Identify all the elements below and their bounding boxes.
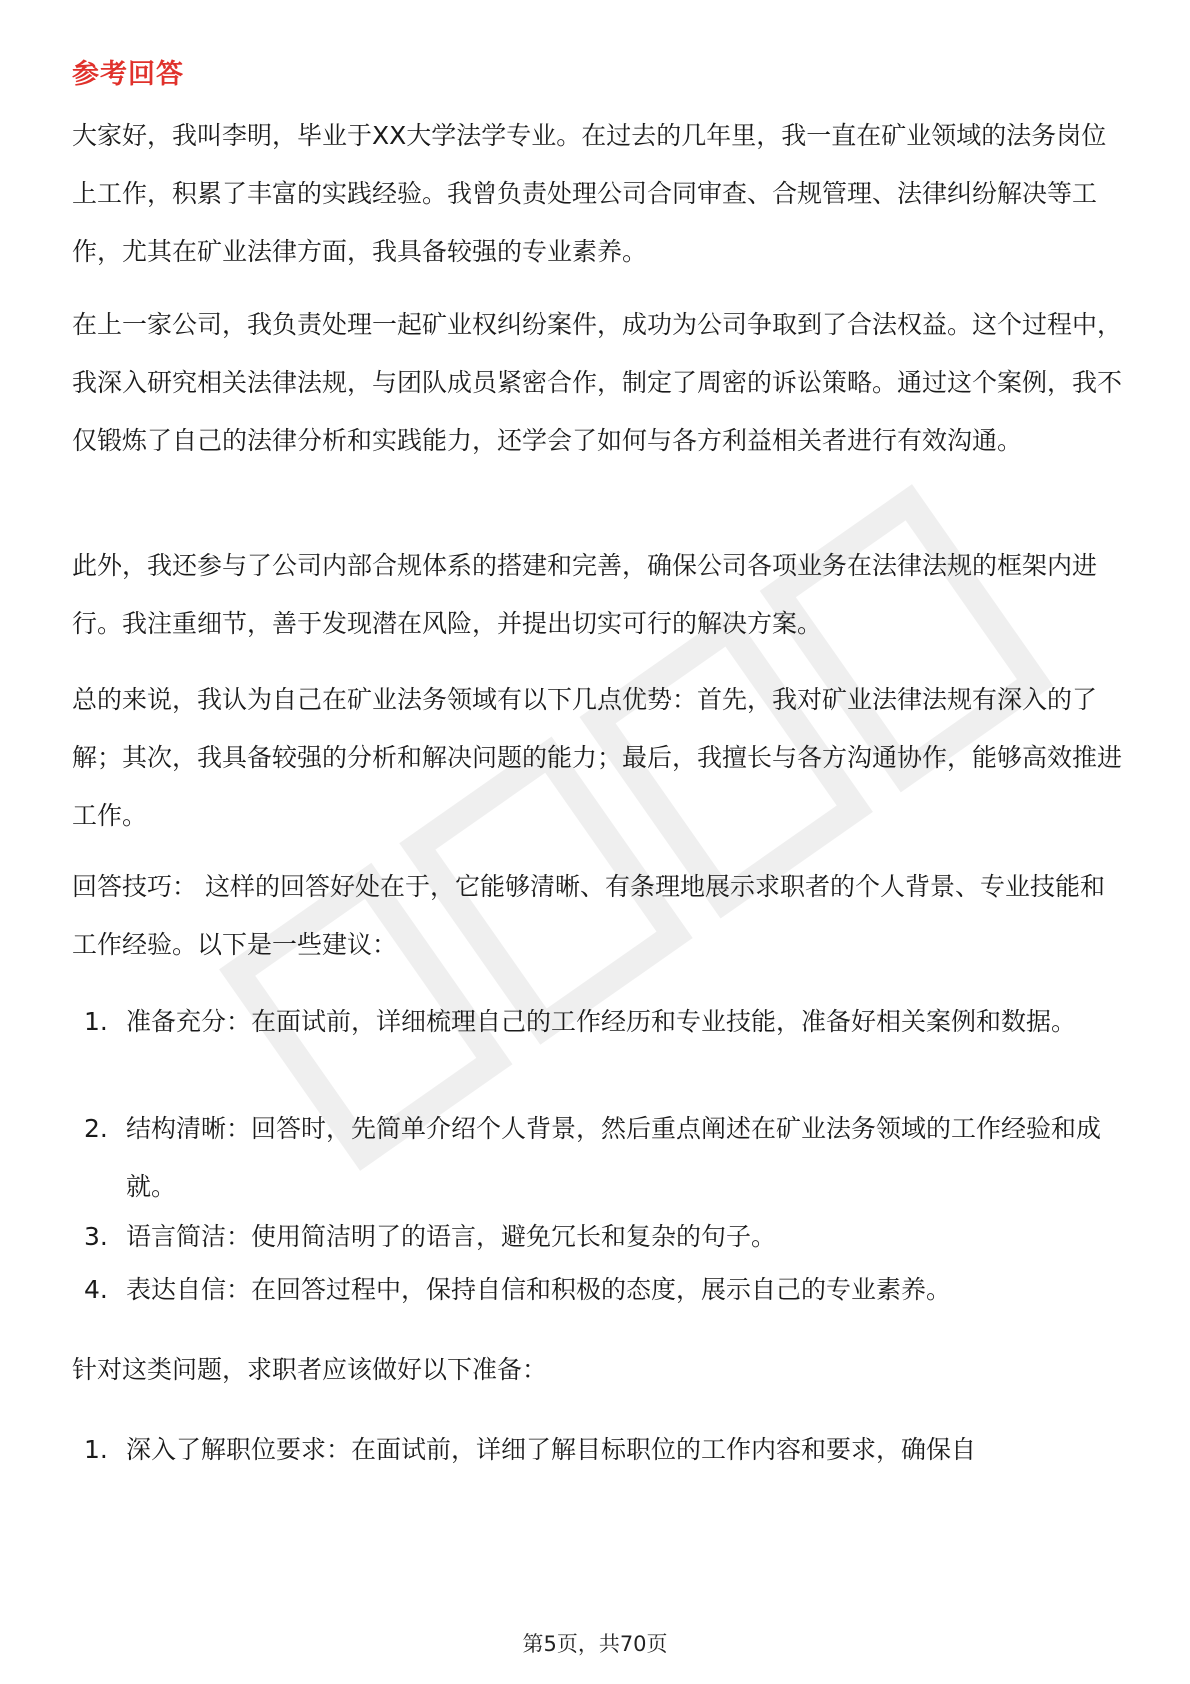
- answer-paragraph-2: 在上一家公司，我负责处理一起矿业权纠纷案件，成功为公司争取到了合法权益。这个过程中，我深入研究相关法律法规，与团队成员紧密合作，制定了周密的诉讼策略。通过这个案例，我不仅锻炼了自己的法律分析和实践能力，还学会了如何与各方利益相关者进行有效沟通。: [72, 310, 1123, 455]
- answer-paragraph-3: 此外，我还参与了公司内部合规体系的搭建和完善，确保公司各项业务在法律法规的框架内进行。我注重细节，善于发现潜在风险，并提出切实可行的解决方案。: [72, 551, 1098, 638]
- list-item-number: 4.: [84, 1275, 108, 1304]
- list-item: [84, 993, 1124, 1051]
- section-heading: 参考回答: [72, 59, 184, 90]
- list-item-text: 表达自信：在回答过程中，保持自信和积极的态度，展示自己的专业素养。: [126, 1275, 952, 1304]
- prep-intro-paragraph: 针对这类问题，求职者应该做好以下准备：: [72, 1355, 548, 1384]
- answer-paragraph-1: 大家好，我叫李明，毕业于XX大学法学专业。在过去的几年里，我一直在矿业领域的法务岗位上工作，积累了丰富的实践经验。我曾负责处理公司合同审查、合规管理、法律纠纷解决等工作，尤其在矿业法律方面，我具备较强的专业素养。: [72, 121, 1107, 266]
- list-item-text: 结构清晰：回答时，先简单介绍个人背景，然后重点阐述在矿业法务领域的工作经验和成就。: [126, 1114, 1102, 1201]
- list-item: [84, 1100, 1124, 1216]
- list-item: [84, 1208, 1124, 1266]
- list-item-text: 准备充分：在面试前，详细梳理自己的工作经历和专业技能，准备好相关案例和数据。: [126, 1007, 1077, 1036]
- list-item-number: 3.: [84, 1222, 108, 1251]
- page-footer: 第5页，共70页: [522, 1632, 668, 1656]
- list-item-number: 1.: [84, 1007, 108, 1036]
- list-item-text: 语言简洁：使用简洁明了的语言，避免冗长和复杂的句子。: [126, 1222, 777, 1251]
- list-item-text: 深入了解职位要求：在面试前，详细了解目标职位的工作内容和要求，确保自: [126, 1435, 977, 1464]
- list-item-number: 1.: [84, 1435, 108, 1464]
- list-item: [84, 1421, 1124, 1479]
- list-item: [84, 1261, 1124, 1319]
- answer-paragraph-4: 总的来说，我认为自己在矿业法务领域有以下几点优势：首先，我对矿业法律法规有深入的了解；其次，我具备较强的分析和解决问题的能力；最后，我擅长与各方沟通协作，能够高效推进工作。: [72, 685, 1123, 830]
- tips-intro-paragraph: 回答技巧： 这样的回答好处在于，它能够清晰、有条理地展示求职者的个人背景、专业技能和工作经验。以下是一些建议：: [72, 872, 1105, 959]
- list-item-number: 2.: [84, 1114, 108, 1143]
